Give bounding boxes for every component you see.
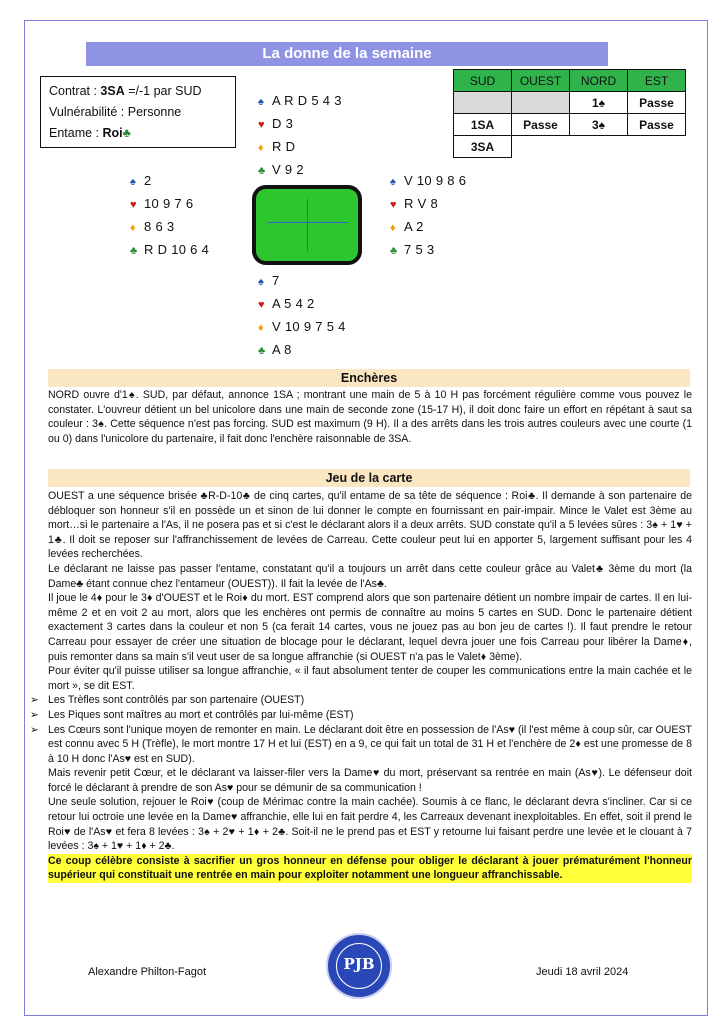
jeu-paragraph-5: Mais revenir petit Cœur, et le déclarant va laisser-filer vers la Dame♥ du mort, préservant sa rentrée en main (As♥). Le défenseur doit forcé le déclarant à prendre de son As♥ pour se démunir de sa communication ! xyxy=(48,767,692,794)
south-clubs: A 8 xyxy=(272,342,292,357)
bid-cell: 3SA xyxy=(454,136,512,158)
bid-cell xyxy=(512,92,570,114)
bid-header-ouest: OUEST xyxy=(512,70,570,92)
diamond-icon: ♦ xyxy=(258,322,264,334)
east-clubs: 7 5 3 xyxy=(404,242,435,257)
contract-line: Contrat : 3SA =/-1 par SUD xyxy=(49,84,202,98)
pjb-bridge-logo: PJB xyxy=(326,933,392,999)
north-hearts: D 3 xyxy=(272,116,294,131)
heart-icon: ♥ xyxy=(258,299,265,311)
hand-north xyxy=(258,90,342,182)
jeu-paragraph-1: OUEST a une séquence brisée ♣R-D-10♣ de cinq cartes, qu'il entame de sa tête de séquence : Roi♣. Il demande à son partenaire de débloquer son honneur s'il en possède un et sinon de lui donner le compte en fournissant en pair-impair. Mince le Valet est 3ème au mort…si le partenaire a l'As, il ne posera pas et si c'est le déclarant alors il a deux arrêts. SUD constate qu'il a 5 levées sûres : 3♠ + 1♥ + 1♣. Il doit se reposer sur l'affranchissement de levées de Carreau. Cette couleur peut lui en apporter 5, largement suffisant pour les 4 levées recherchées. xyxy=(48,490,692,561)
club-icon: ♣ xyxy=(130,245,138,257)
jeu-heading: Jeu de la carte xyxy=(48,469,690,487)
bid-cell: 1♠ xyxy=(570,92,628,114)
north-spades: A R D 5 4 3 xyxy=(272,93,342,108)
encheres-paragraph: NORD ouvre d'1♠. SUD, par défaut, annonce 1SA ; montrant une main de 5 à 10 H pas forcément régulière comme vous pouvez le constater. L'ouvreur détient un bel unicolore dans une main de seconde zone (15-17 H), il doit donc faire un effort en répétant à saut sa couleur : 3♠. Cette séquence n'est pas forcing. SUD est maximum (9 H). Il a des arrêts dans les trois autres couleurs avec une courte (1 ou 0) dans l'unicolore du partenaire, il fait donc l'enchère raisonnable de 3SA. xyxy=(48,389,692,445)
conclusion-highlight: Ce coup célèbre consiste à sacrifier un gros honneur en défense pour obliger le déclarant à jouer prématurément l'honneur supérieur qui constituait une rentrée en main pour exploiter notamment une longueur affranchissable. xyxy=(48,854,692,882)
north-clubs: V 9 2 xyxy=(272,162,304,177)
bid-cell: 1SA xyxy=(454,114,512,136)
club-icon: ♣ xyxy=(390,245,398,257)
east-diamonds: A 2 xyxy=(404,219,424,234)
jeu-paragraph-3: Il joue le 4♦ pour le 3♦ d'OUEST et le Roi♦ du mort. EST comprend alors que son partenaire détient un nombre impair de cartes. Il en lui-même 2 et en voit 2 au mort, alors que les enchères ont permis de connaître au moins 5 cartes en SUD. Donc le partenaire détient exactement 3 cartes dans la couleur et non 5 (ca ferait 14 cartes, vous ne jouez pas au bon jeu de cartes !). Il faut prendre le retour Carreau pour essayer de créer une situation de blocage pour le déclarant, lequel devra jouer une fois Carreau pour libérer la Dame♦, puis remonter dans sa main s'il veut user de sa longue affranchie (si OUEST n'a pas le Valet♦ 3ème). xyxy=(48,592,692,663)
contract-box xyxy=(40,76,236,148)
encheres-heading: Enchères xyxy=(48,369,690,387)
page-title: La donne de la semaine xyxy=(86,42,608,66)
bid-header-est: EST xyxy=(628,70,686,92)
hand-east xyxy=(390,170,466,262)
diamond-icon: ♦ xyxy=(390,222,396,234)
diamond-icon: ♦ xyxy=(130,222,136,234)
diamond-icon: ♦ xyxy=(258,142,264,154)
bullet-item: ➢ Les Cœurs sont l'unique moyen de remonter en main. Le déclarant doit être en possession de l'As♥ (il l'est même à coup sûr, car OUEST est connu avec 5 H (Trèfle), le mort montre 17 H et lui (EST) en a 9, ce qui fait un total de 31 H et l'enchère de 2♦ est une promesse de 8 à 10 H donc l'As♥ est en SUD). xyxy=(30,723,692,765)
spade-icon: ♠ xyxy=(258,276,265,288)
hand-south xyxy=(258,270,346,362)
south-spades: 7 xyxy=(272,273,280,288)
bid-header-sud: SUD xyxy=(454,70,512,92)
lead-line: Entame : Roi♣ xyxy=(49,126,131,140)
jeu-text xyxy=(30,489,692,883)
bid-cell xyxy=(454,92,512,114)
bid-cell: Passe xyxy=(512,114,570,136)
east-spades: V 10 9 8 6 xyxy=(404,173,467,188)
heart-icon: ♥ xyxy=(130,199,137,211)
heart-icon: ♥ xyxy=(258,119,265,131)
bidding-row xyxy=(454,136,686,158)
bidding-row xyxy=(454,114,686,136)
bid-cell: 3♠ xyxy=(570,114,628,136)
jeu-paragraph-6: Une seule solution, rejouer le Roi♥ (coup de Mérimac contre la main cachée). Soumis à ce flanc, le déclarant devra s'incliner. Car si ce retour lui octroie une levée en la Dame♥ affranchie, elle lui en fait perdre 4, les Carreaux devenant inexploitables. En effet, soit il prend le Roi♥ de l'As♥ et fera 8 levées : 3♠ + 2♥ + 1♦ + 2♣. Soit-il ne le prend pas et EST y retourne lui faisant perdre une levée et le clouant à 7 levées : 3♠ + 1♥ + 1♦ + 2♣. xyxy=(48,796,692,853)
north-diamonds: R D xyxy=(272,139,296,154)
spade-icon: ♠ xyxy=(130,176,137,188)
jeu-paragraph-4: Pour éviter qu'il puisse utiliser sa longue affranchie, « il faut absolument tenter de couper les communications entre la main cachée et le mort », se dit EST. xyxy=(48,665,692,692)
jeu-paragraph-2: Le déclarant ne laisse pas passer l'entame, constatant qu'il a toujours un arrêt dans cette couleur grâce au Valet♣ 3ème du mort (la Dame♣ étant connue chez l'entameur (OUEST)). Il fait la levée de l'As♣. xyxy=(48,562,692,590)
west-spades: 2 xyxy=(144,173,152,188)
club-icon: ♣ xyxy=(258,345,266,357)
bid-cell: Passe xyxy=(628,92,686,114)
bid-header-nord: NORD xyxy=(570,70,628,92)
bidding-table xyxy=(453,69,686,158)
heart-icon: ♥ xyxy=(390,199,397,211)
spade-icon: ♠ xyxy=(258,96,265,108)
spade-icon: ♠ xyxy=(390,176,397,188)
west-hearts: 10 9 7 6 xyxy=(144,196,194,211)
south-diamonds: V 10 9 7 5 4 xyxy=(272,319,346,334)
encheres-text xyxy=(48,388,692,446)
bid-cell: Passe xyxy=(628,114,686,136)
south-hearts: A 5 4 2 xyxy=(272,296,315,311)
hand-west xyxy=(130,170,209,262)
bidding-row xyxy=(454,92,686,114)
east-hearts: R V 8 xyxy=(404,196,439,211)
vulnerability-line: Vulnérabilité : Personne xyxy=(49,105,182,119)
bullet-item: ➢ Les Piques sont maîtres au mort et contrôlés par lui-même (EST) xyxy=(30,708,354,721)
west-clubs: R D 10 6 4 xyxy=(144,242,210,257)
author: Alexandre Philton-Fagot xyxy=(88,966,207,978)
bidding-header-row xyxy=(454,70,686,92)
club-icon: ♣ xyxy=(258,165,266,177)
bridge-table-icon xyxy=(252,185,362,265)
publication-date: Jeudi 18 avril 2024 xyxy=(536,966,629,978)
west-diamonds: 8 6 3 xyxy=(144,219,175,234)
bullet-item: ➢ Les Trèfles sont contrôlés par son partenaire (OUEST) xyxy=(30,694,305,707)
